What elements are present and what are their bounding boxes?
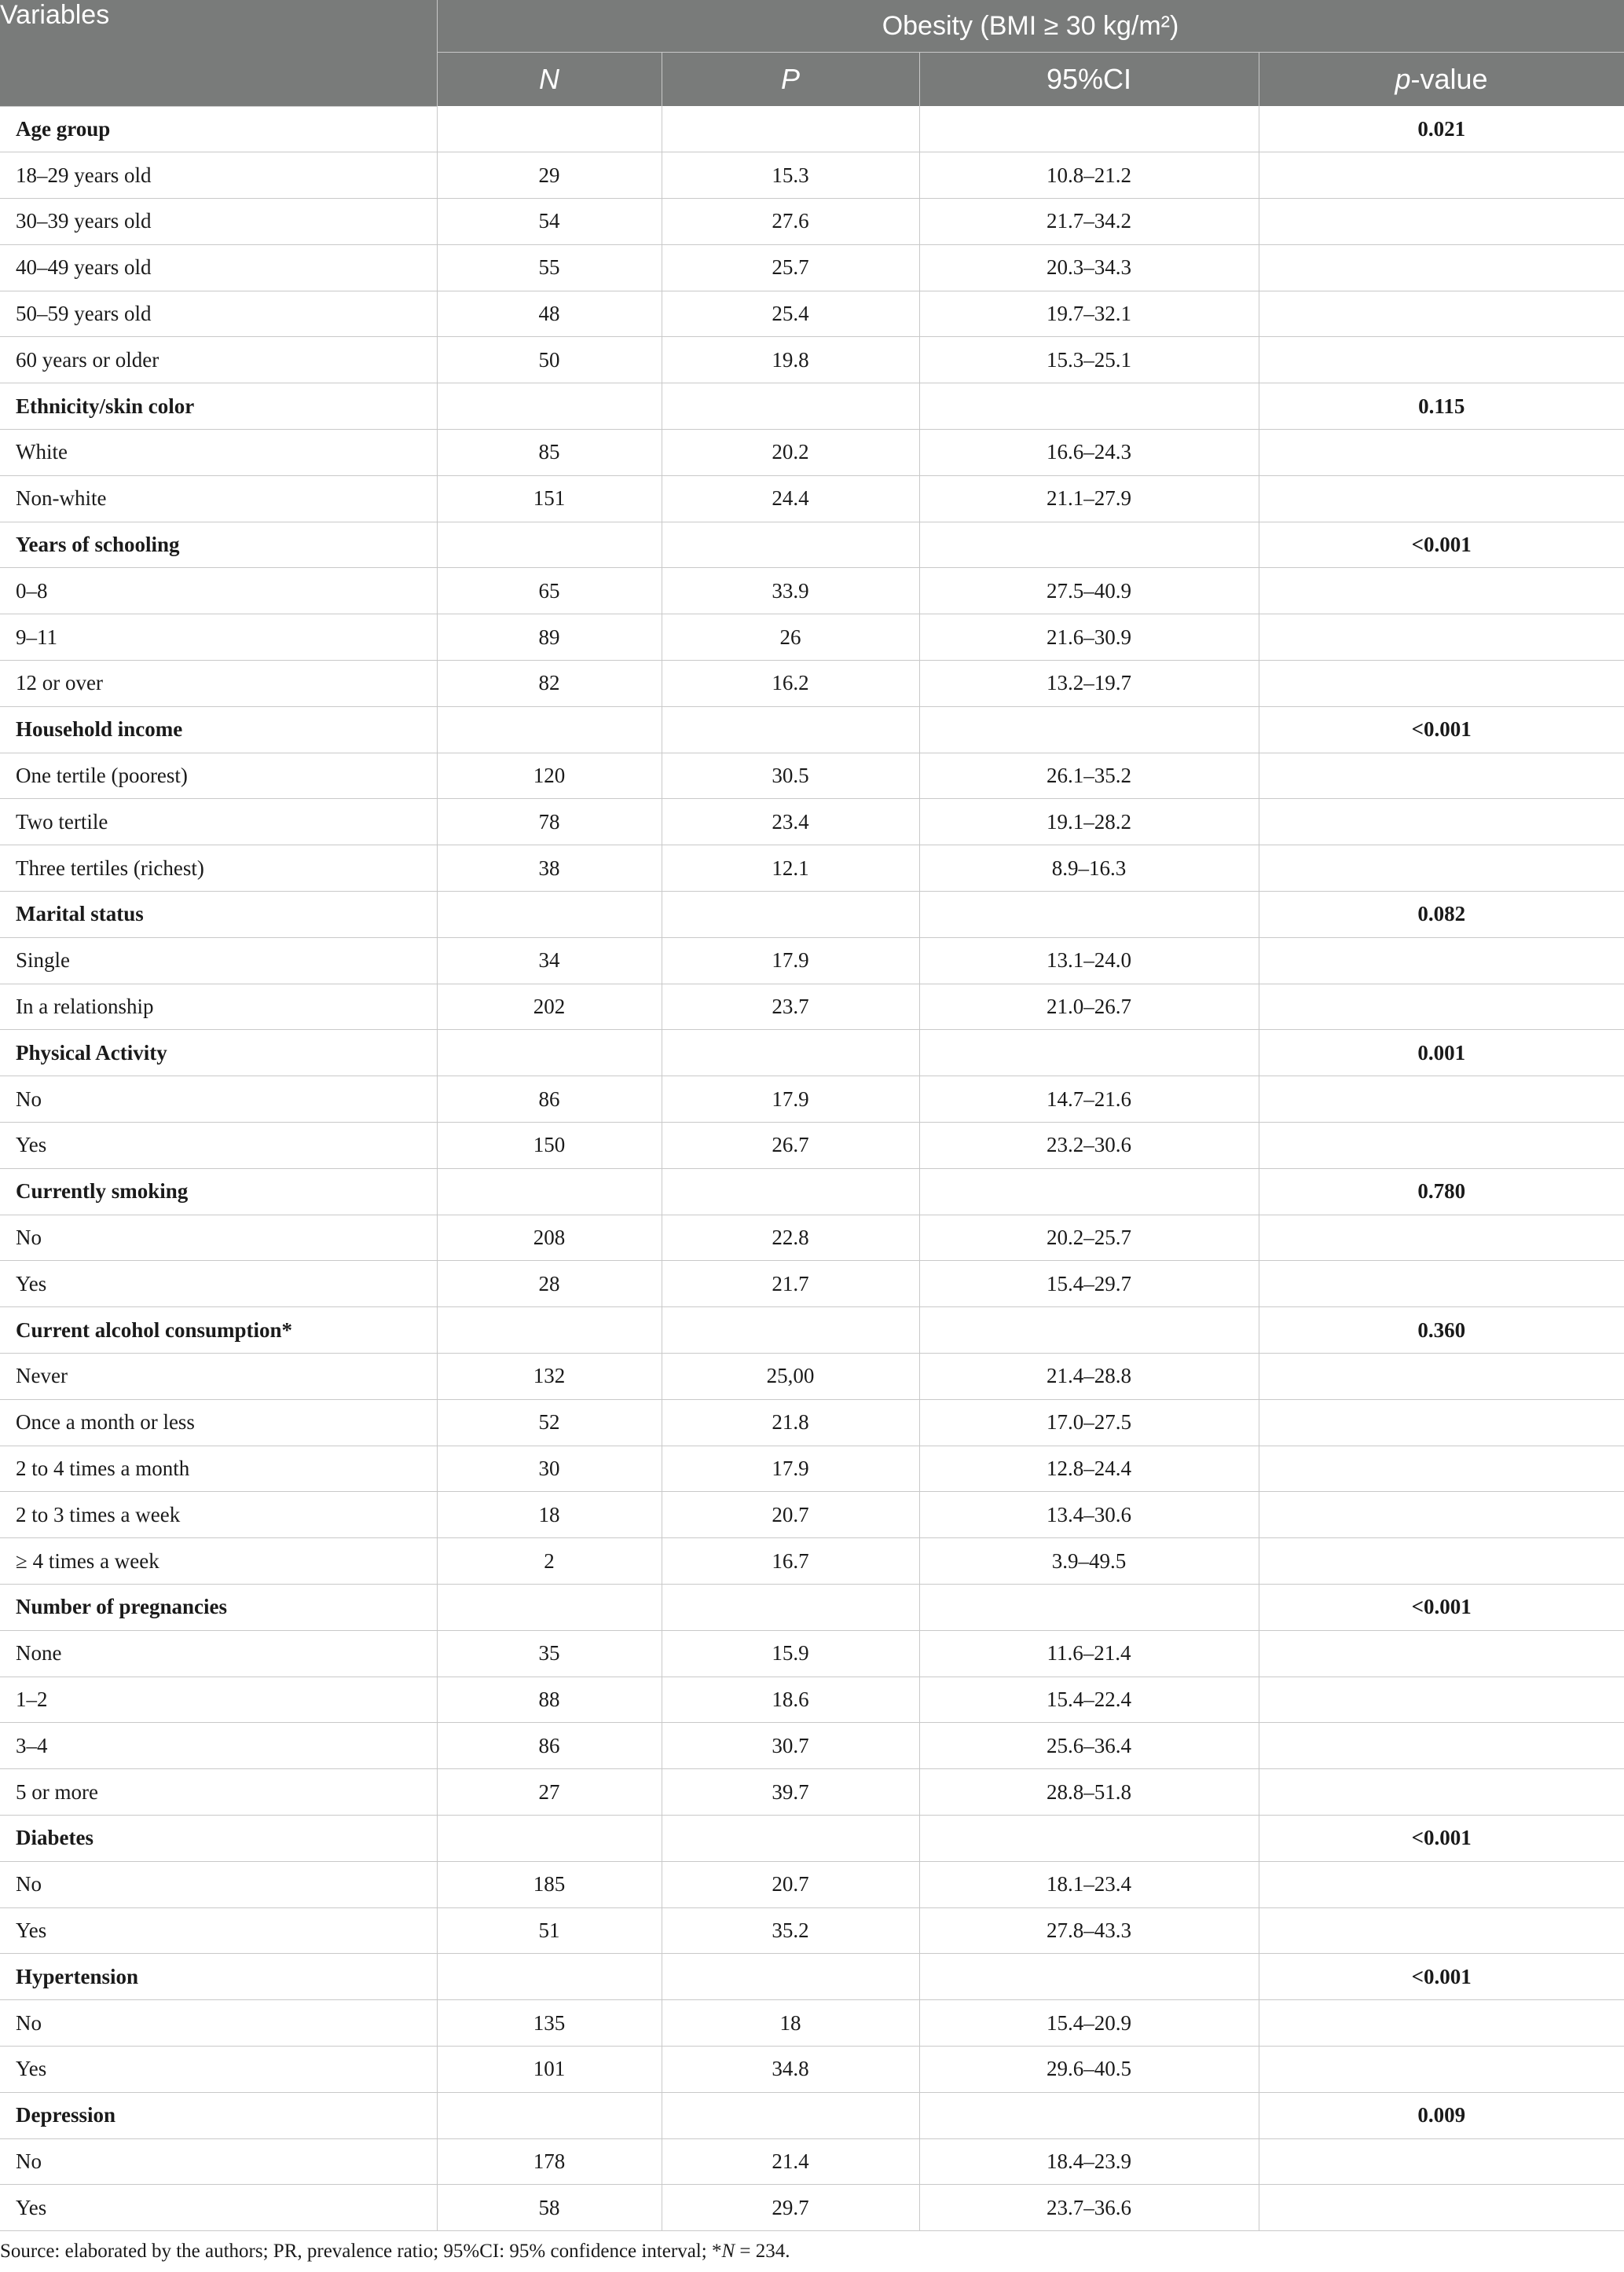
cell-pvalue: <0.001 <box>1259 1954 1624 2000</box>
cell-p <box>662 1954 919 2000</box>
cell-n <box>437 1030 662 1076</box>
cell-variable: 60 years or older <box>0 337 437 383</box>
cell-variable: 5 or more <box>0 1769 437 1816</box>
cell-ci: 21.6–30.9 <box>919 614 1259 661</box>
table-row <box>0 1861 1624 1907</box>
cell-variable: Ethnicity/skin color <box>0 383 437 430</box>
cell-n: 85 <box>437 430 662 476</box>
cell-variable: Marital status <box>0 892 437 938</box>
table-group-row <box>0 1954 1624 2000</box>
cell-variable: Yes <box>0 2046 437 2092</box>
cell-variable: Yes <box>0 1123 437 1169</box>
cell-p: 23.7 <box>662 984 919 1030</box>
cell-variable: One tertile (poorest) <box>0 753 437 799</box>
cell-ci: 12.8–24.4 <box>919 1446 1259 1492</box>
table-row <box>0 1446 1624 1492</box>
cell-p: 29.7 <box>662 2185 919 2231</box>
cell-variable: Household income <box>0 706 437 753</box>
table-group-row <box>0 106 1624 152</box>
table-row <box>0 152 1624 199</box>
table-group-row <box>0 2092 1624 2138</box>
cell-ci: 14.7–21.6 <box>919 1076 1259 1123</box>
cell-ci <box>919 1815 1259 1861</box>
cell-variable: 40–49 years old <box>0 244 437 291</box>
cell-p: 30.7 <box>662 1723 919 1769</box>
cell-pvalue: <0.001 <box>1259 706 1624 753</box>
table-row <box>0 799 1624 845</box>
cell-pvalue <box>1259 614 1624 661</box>
cell-p: 12.1 <box>662 845 919 892</box>
cell-ci: 8.9–16.3 <box>919 845 1259 892</box>
cell-variable: Non-white <box>0 475 437 522</box>
cell-pvalue <box>1259 661 1624 707</box>
cell-ci <box>919 706 1259 753</box>
header-n-text: N <box>539 63 559 95</box>
cell-pvalue <box>1259 337 1624 383</box>
cell-p <box>662 2092 919 2138</box>
cell-variable: None <box>0 1630 437 1677</box>
cell-p: 22.8 <box>662 1215 919 1261</box>
header-p-text: P <box>780 63 800 95</box>
cell-pvalue <box>1259 291 1624 337</box>
cell-variable: 12 or over <box>0 661 437 707</box>
cell-p: 26.7 <box>662 1123 919 1169</box>
table-group-row <box>0 1307 1624 1354</box>
cell-n <box>437 522 662 568</box>
table-row <box>0 1538 1624 1585</box>
cell-variable: Yes <box>0 1907 437 1954</box>
cell-ci <box>919 106 1259 152</box>
table-row <box>0 1492 1624 1538</box>
cell-p <box>662 106 919 152</box>
table-row <box>0 1354 1624 1400</box>
table-row <box>0 1261 1624 1307</box>
table-row <box>0 984 1624 1030</box>
cell-variable: Current alcohol consumption* <box>0 1307 437 1354</box>
cell-variable: 50–59 years old <box>0 291 437 337</box>
table-footnote <box>0 2241 790 2263</box>
cell-variable: 2 to 3 times a week <box>0 1492 437 1538</box>
cell-n: 150 <box>437 1123 662 1169</box>
cell-n: 50 <box>437 337 662 383</box>
cell-variable: 3–4 <box>0 1723 437 1769</box>
table-group-row <box>0 1030 1624 1076</box>
cell-p: 17.9 <box>662 937 919 984</box>
cell-variable: 9–11 <box>0 614 437 661</box>
cell-pvalue <box>1259 1723 1624 1769</box>
cell-n: 54 <box>437 199 662 245</box>
header-row-top <box>0 0 1624 53</box>
table-row <box>0 291 1624 337</box>
cell-variable: Physical Activity <box>0 1030 437 1076</box>
table-row <box>0 753 1624 799</box>
cell-pvalue <box>1259 799 1624 845</box>
cell-ci: 19.1–28.2 <box>919 799 1259 845</box>
cell-pvalue <box>1259 1769 1624 1816</box>
cell-variable: 0–8 <box>0 568 437 614</box>
header-n <box>437 53 662 107</box>
cell-pvalue <box>1259 2138 1624 2185</box>
cell-n: 55 <box>437 244 662 291</box>
cell-p: 39.7 <box>662 1769 919 1816</box>
cell-pvalue <box>1259 1538 1624 1585</box>
cell-pvalue: <0.001 <box>1259 1815 1624 1861</box>
cell-ci <box>919 1030 1259 1076</box>
cell-n: 178 <box>437 2138 662 2185</box>
cell-n: 18 <box>437 1492 662 1538</box>
cell-ci: 18.1–23.4 <box>919 1861 1259 1907</box>
cell-pvalue <box>1259 753 1624 799</box>
cell-ci: 21.4–28.8 <box>919 1354 1259 1400</box>
header-ci: 95%CI <box>919 53 1259 107</box>
cell-pvalue <box>1259 475 1624 522</box>
table-row <box>0 1723 1624 1769</box>
cell-pvalue <box>1259 937 1624 984</box>
cell-pvalue <box>1259 1399 1624 1446</box>
cell-ci: 3.9–49.5 <box>919 1538 1259 1585</box>
cell-p: 20.7 <box>662 1492 919 1538</box>
table-row <box>0 2000 1624 2047</box>
cell-p <box>662 1585 919 1631</box>
cell-variable: Diabetes <box>0 1815 437 1861</box>
table-row <box>0 1076 1624 1123</box>
cell-n: 34 <box>437 937 662 984</box>
cell-pvalue <box>1259 2046 1624 2092</box>
table-header <box>0 0 1624 106</box>
cell-n: 151 <box>437 475 662 522</box>
cell-p: 16.2 <box>662 661 919 707</box>
header-p <box>662 53 919 107</box>
cell-p: 20.7 <box>662 1861 919 1907</box>
table-row <box>0 1630 1624 1677</box>
cell-p: 27.6 <box>662 199 919 245</box>
cell-p: 26 <box>662 614 919 661</box>
cell-p: 25.4 <box>662 291 919 337</box>
cell-p: 33.9 <box>662 568 919 614</box>
cell-p <box>662 892 919 938</box>
cell-pvalue <box>1259 1123 1624 1169</box>
cell-pvalue: <0.001 <box>1259 522 1624 568</box>
cell-p <box>662 522 919 568</box>
cell-pvalue <box>1259 1261 1624 1307</box>
table-row <box>0 475 1624 522</box>
table-row <box>0 337 1624 383</box>
cell-n <box>437 2092 662 2138</box>
cell-pvalue: 0.780 <box>1259 1168 1624 1215</box>
cell-ci: 20.2–25.7 <box>919 1215 1259 1261</box>
cell-ci: 21.0–26.7 <box>919 984 1259 1030</box>
cell-p: 18 <box>662 2000 919 2047</box>
cell-pvalue <box>1259 845 1624 892</box>
table-row <box>0 2046 1624 2092</box>
cell-p <box>662 1168 919 1215</box>
cell-p: 25.7 <box>662 244 919 291</box>
header-obesity-group: Obesity (BMI ≥ 30 kg/m²) <box>437 0 1624 53</box>
cell-pvalue <box>1259 1354 1624 1400</box>
cell-ci <box>919 522 1259 568</box>
table-group-row <box>0 1168 1624 1215</box>
header-pvalue-rest: -value <box>1410 63 1488 95</box>
cell-ci <box>919 1168 1259 1215</box>
cell-p: 17.9 <box>662 1076 919 1123</box>
cell-pvalue <box>1259 1446 1624 1492</box>
cell-ci: 15.4–29.7 <box>919 1261 1259 1307</box>
cell-p: 23.4 <box>662 799 919 845</box>
cell-pvalue: 0.009 <box>1259 2092 1624 2138</box>
cell-p: 15.3 <box>662 152 919 199</box>
cell-p: 17.9 <box>662 1446 919 1492</box>
cell-ci: 28.8–51.8 <box>919 1769 1259 1816</box>
cell-pvalue <box>1259 1492 1624 1538</box>
cell-variable: Yes <box>0 2185 437 2231</box>
cell-ci: 21.1–27.9 <box>919 475 1259 522</box>
cell-variable: ≥ 4 times a week <box>0 1538 437 1585</box>
cell-ci <box>919 2092 1259 2138</box>
cell-pvalue: <0.001 <box>1259 1585 1624 1631</box>
table-row <box>0 1399 1624 1446</box>
cell-pvalue <box>1259 1076 1624 1123</box>
cell-variable: White <box>0 430 437 476</box>
cell-n: 30 <box>437 1446 662 1492</box>
cell-variable: No <box>0 1861 437 1907</box>
cell-ci: 17.0–27.5 <box>919 1399 1259 1446</box>
cell-ci: 18.4–23.9 <box>919 2138 1259 2185</box>
table-row <box>0 244 1624 291</box>
cell-p <box>662 706 919 753</box>
cell-pvalue <box>1259 1630 1624 1677</box>
cell-ci: 16.6–24.3 <box>919 430 1259 476</box>
cell-pvalue <box>1259 2000 1624 2047</box>
cell-ci: 25.6–36.4 <box>919 1723 1259 1769</box>
footnote-text-after: = 234. <box>735 2241 790 2262</box>
cell-p <box>662 1030 919 1076</box>
cell-ci: 13.2–19.7 <box>919 661 1259 707</box>
cell-p: 18.6 <box>662 1677 919 1723</box>
cell-n: 52 <box>437 1399 662 1446</box>
cell-ci: 27.8–43.3 <box>919 1907 1259 1954</box>
cell-ci: 10.8–21.2 <box>919 152 1259 199</box>
cell-n <box>437 892 662 938</box>
cell-n <box>437 1954 662 2000</box>
cell-n: 208 <box>437 1215 662 1261</box>
cell-pvalue <box>1259 244 1624 291</box>
cell-variable: Yes <box>0 1261 437 1307</box>
cell-ci <box>919 1307 1259 1354</box>
cell-variable: Three tertiles (richest) <box>0 845 437 892</box>
table-row <box>0 1123 1624 1169</box>
cell-ci <box>919 1585 1259 1631</box>
cell-ci <box>919 1954 1259 2000</box>
cell-variable: Currently smoking <box>0 1168 437 1215</box>
footnote-text-before: Source: elaborated by the authors; PR, prevalence ratio; 95%CI: 95% confidence interval; * <box>0 2241 722 2262</box>
cell-variable: 1–2 <box>0 1677 437 1723</box>
header-pvalue <box>1259 53 1624 107</box>
cell-ci: 26.1–35.2 <box>919 753 1259 799</box>
cell-variable: Age group <box>0 106 437 152</box>
cell-n: 65 <box>437 568 662 614</box>
cell-n <box>437 1168 662 1215</box>
cell-n <box>437 1585 662 1631</box>
cell-variable: Once a month or less <box>0 1399 437 1446</box>
table-group-row <box>0 892 1624 938</box>
cell-pvalue <box>1259 430 1624 476</box>
table-row <box>0 2185 1624 2231</box>
cell-n: 88 <box>437 1677 662 1723</box>
cell-ci: 20.3–34.3 <box>919 244 1259 291</box>
cell-n: 89 <box>437 614 662 661</box>
cell-n: 135 <box>437 2000 662 2047</box>
cell-n: 51 <box>437 1907 662 1954</box>
cell-ci: 11.6–21.4 <box>919 1630 1259 1677</box>
cell-n: 86 <box>437 1723 662 1769</box>
cell-n: 2 <box>437 1538 662 1585</box>
cell-p: 35.2 <box>662 1907 919 1954</box>
cell-ci: 15.4–20.9 <box>919 2000 1259 2047</box>
cell-pvalue <box>1259 152 1624 199</box>
cell-n <box>437 706 662 753</box>
cell-n: 48 <box>437 291 662 337</box>
cell-pvalue <box>1259 1215 1624 1261</box>
cell-n: 29 <box>437 152 662 199</box>
table-row <box>0 1215 1624 1261</box>
table-group-row <box>0 383 1624 430</box>
cell-p: 20.2 <box>662 430 919 476</box>
cell-variable: 30–39 years old <box>0 199 437 245</box>
cell-pvalue: 0.001 <box>1259 1030 1624 1076</box>
footnote-n-italic: N <box>721 2241 735 2262</box>
table-row <box>0 1907 1624 1954</box>
cell-p <box>662 383 919 430</box>
cell-pvalue <box>1259 984 1624 1030</box>
cell-pvalue: 0.082 <box>1259 892 1624 938</box>
cell-n: 185 <box>437 1861 662 1907</box>
cell-n: 27 <box>437 1769 662 1816</box>
table-row <box>0 199 1624 245</box>
cell-p: 24.4 <box>662 475 919 522</box>
cell-pvalue <box>1259 1907 1624 1954</box>
cell-p: 16.7 <box>662 1538 919 1585</box>
table-body <box>0 106 1624 2231</box>
cell-variable: Hypertension <box>0 1954 437 2000</box>
cell-n: 202 <box>437 984 662 1030</box>
cell-pvalue <box>1259 1861 1624 1907</box>
cell-ci: 29.6–40.5 <box>919 2046 1259 2092</box>
cell-ci: 15.4–22.4 <box>919 1677 1259 1723</box>
cell-ci: 27.5–40.9 <box>919 568 1259 614</box>
cell-p: 30.5 <box>662 753 919 799</box>
cell-pvalue: 0.115 <box>1259 383 1624 430</box>
cell-p: 21.7 <box>662 1261 919 1307</box>
cell-variable: 18–29 years old <box>0 152 437 199</box>
cell-p: 19.8 <box>662 337 919 383</box>
cell-n: 82 <box>437 661 662 707</box>
cell-pvalue <box>1259 568 1624 614</box>
cell-n: 28 <box>437 1261 662 1307</box>
cell-n <box>437 383 662 430</box>
cell-variable: In a relationship <box>0 984 437 1030</box>
table-row <box>0 845 1624 892</box>
cell-n: 120 <box>437 753 662 799</box>
cell-ci: 23.2–30.6 <box>919 1123 1259 1169</box>
cell-n: 132 <box>437 1354 662 1400</box>
table-group-row <box>0 706 1624 753</box>
cell-ci <box>919 383 1259 430</box>
table-row <box>0 614 1624 661</box>
cell-p: 15.9 <box>662 1630 919 1677</box>
header-pvalue-italic: p <box>1395 63 1411 95</box>
cell-n: 101 <box>437 2046 662 2092</box>
cell-pvalue <box>1259 199 1624 245</box>
cell-variable: Two tertile <box>0 799 437 845</box>
cell-p: 34.8 <box>662 2046 919 2092</box>
cell-p <box>662 1307 919 1354</box>
cell-variable: Never <box>0 1354 437 1400</box>
cell-n <box>437 1307 662 1354</box>
cell-p: 21.8 <box>662 1399 919 1446</box>
table-row <box>0 937 1624 984</box>
table-group-row <box>0 1585 1624 1631</box>
cell-ci: 15.3–25.1 <box>919 337 1259 383</box>
cell-variable: Single <box>0 937 437 984</box>
cell-n <box>437 106 662 152</box>
cell-pvalue: 0.360 <box>1259 1307 1624 1354</box>
cell-n: 58 <box>437 2185 662 2231</box>
table-row <box>0 1769 1624 1816</box>
cell-ci: 13.4–30.6 <box>919 1492 1259 1538</box>
cell-p: 25,00 <box>662 1354 919 1400</box>
cell-ci: 19.7–32.1 <box>919 291 1259 337</box>
cell-ci: 23.7–36.6 <box>919 2185 1259 2231</box>
cell-n: 86 <box>437 1076 662 1123</box>
cell-variable: No <box>0 2138 437 2185</box>
cell-ci: 13.1–24.0 <box>919 937 1259 984</box>
cell-p <box>662 1815 919 1861</box>
cell-variable: Depression <box>0 2092 437 2138</box>
cell-n: 35 <box>437 1630 662 1677</box>
cell-variable: No <box>0 1076 437 1123</box>
cell-n: 38 <box>437 845 662 892</box>
cell-variable: No <box>0 1215 437 1261</box>
table-row <box>0 1677 1624 1723</box>
cell-pvalue: 0.021 <box>1259 106 1624 152</box>
cell-pvalue <box>1259 2185 1624 2231</box>
cell-variable: No <box>0 2000 437 2047</box>
table-row <box>0 568 1624 614</box>
header-variables: Variables <box>0 0 437 106</box>
cell-ci: 21.7–34.2 <box>919 199 1259 245</box>
table-row <box>0 661 1624 707</box>
table-row <box>0 2138 1624 2185</box>
table-row <box>0 430 1624 476</box>
cell-pvalue <box>1259 1677 1624 1723</box>
cell-p: 21.4 <box>662 2138 919 2185</box>
cell-ci <box>919 892 1259 938</box>
cell-variable: Number of pregnancies <box>0 1585 437 1631</box>
table-group-row <box>0 522 1624 568</box>
cell-variable: Years of schooling <box>0 522 437 568</box>
cell-n: 78 <box>437 799 662 845</box>
table-group-row <box>0 1815 1624 1861</box>
cell-variable: 2 to 4 times a month <box>0 1446 437 1492</box>
cell-n <box>437 1815 662 1861</box>
